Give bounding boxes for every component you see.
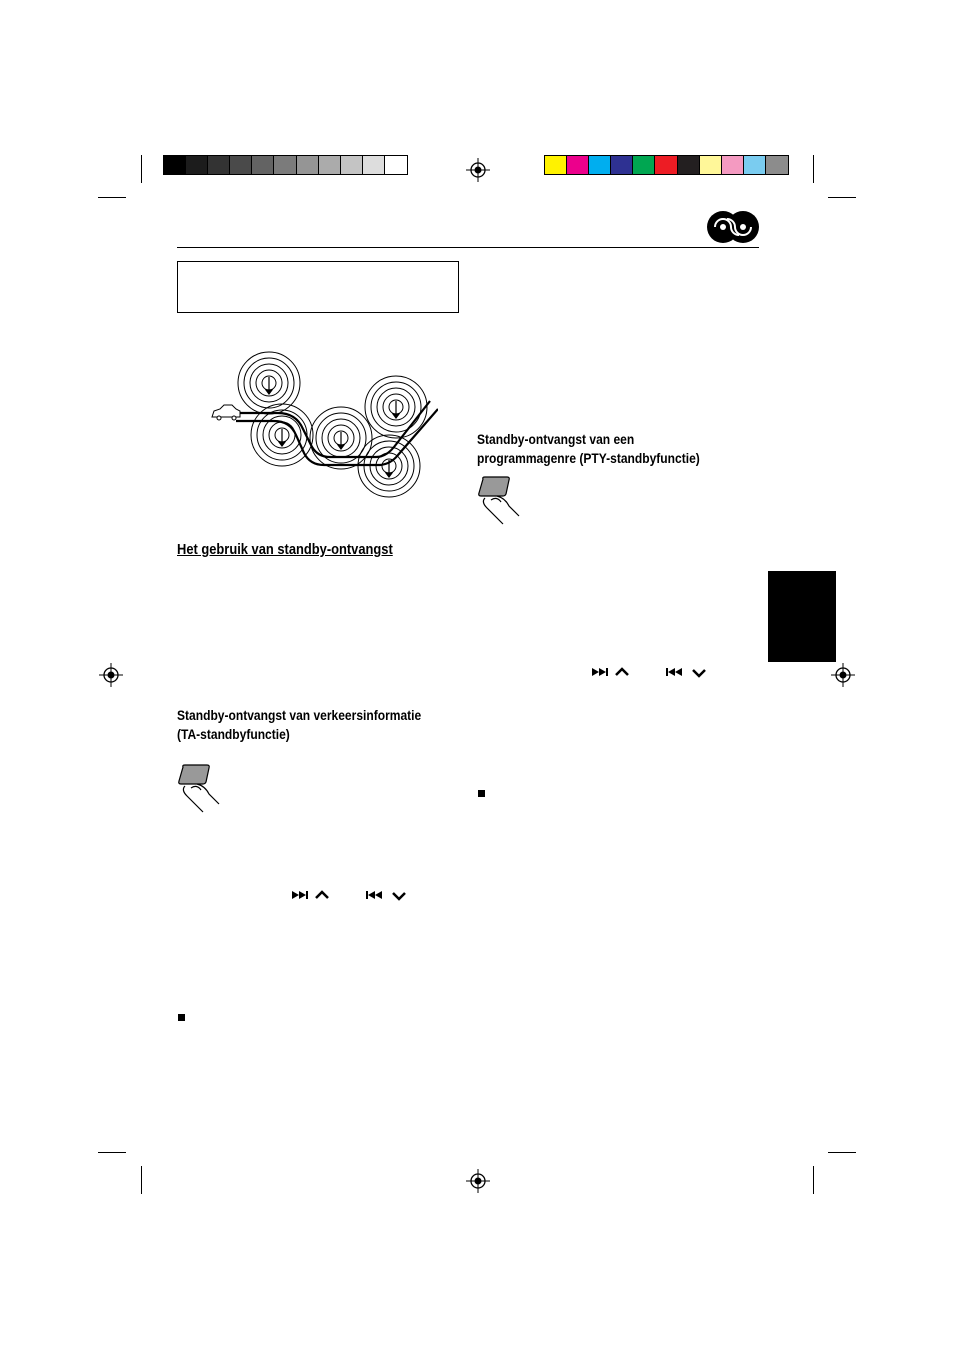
crop-mark	[813, 155, 814, 183]
registration-mark-icon	[99, 663, 123, 687]
ta-heading-line2: (TA-standbyfunctie)	[177, 726, 290, 742]
header-rule	[177, 247, 759, 248]
registration-mark-icon	[466, 1169, 490, 1193]
color-swatch	[341, 156, 363, 174]
crop-mark	[813, 1166, 814, 1194]
next-track-up-icon	[291, 889, 333, 903]
color-swatch	[363, 156, 385, 174]
next-track-up-icon	[591, 666, 633, 680]
registration-mark-icon	[831, 663, 855, 687]
finger-press-icon	[177, 764, 223, 814]
color-swatch	[230, 156, 252, 174]
pty-heading-line1: Standby-ontvangst van een	[477, 431, 635, 447]
section-title: Het gebruik van standby-ontvangst	[177, 541, 393, 558]
title-box	[177, 261, 459, 313]
color-swatch	[567, 156, 589, 174]
color-swatch	[164, 156, 186, 174]
color-swatch	[545, 156, 567, 174]
bullet-square	[178, 1014, 185, 1021]
registration-mark-icon	[466, 158, 490, 182]
color-swatch	[678, 156, 700, 174]
color-swatch	[297, 156, 319, 174]
pty-heading-line2: programmagenre (PTY-standbyfunctie)	[477, 450, 700, 466]
crop-mark	[98, 1152, 126, 1153]
color-swatch	[722, 156, 744, 174]
crop-mark	[141, 155, 142, 183]
crop-mark	[828, 1152, 856, 1153]
color-swatch	[589, 156, 611, 174]
language-tab	[768, 571, 836, 662]
color-swatch	[274, 156, 296, 174]
crop-mark	[141, 1166, 142, 1194]
color-swatch	[655, 156, 677, 174]
color-bar	[544, 155, 789, 175]
crop-mark	[98, 197, 126, 198]
color-swatch	[186, 156, 208, 174]
color-swatch	[700, 156, 722, 174]
prev-track-down-icon	[665, 666, 707, 680]
color-swatch	[633, 156, 655, 174]
standby-reception-illustration	[208, 343, 438, 503]
prev-track-down-icon	[365, 889, 407, 903]
color-swatch	[319, 156, 341, 174]
disc-logo-icon	[706, 209, 760, 245]
ta-heading-line1: Standby-ontvangst van verkeersinformatie	[177, 707, 422, 723]
finger-press-icon	[477, 476, 523, 526]
color-swatch	[611, 156, 633, 174]
color-swatch	[252, 156, 274, 174]
grayscale-bar	[163, 155, 408, 175]
color-swatch	[208, 156, 230, 174]
color-swatch	[385, 156, 407, 174]
color-swatch	[766, 156, 788, 174]
crop-mark	[828, 197, 856, 198]
bullet-square	[478, 790, 485, 797]
color-swatch	[744, 156, 766, 174]
